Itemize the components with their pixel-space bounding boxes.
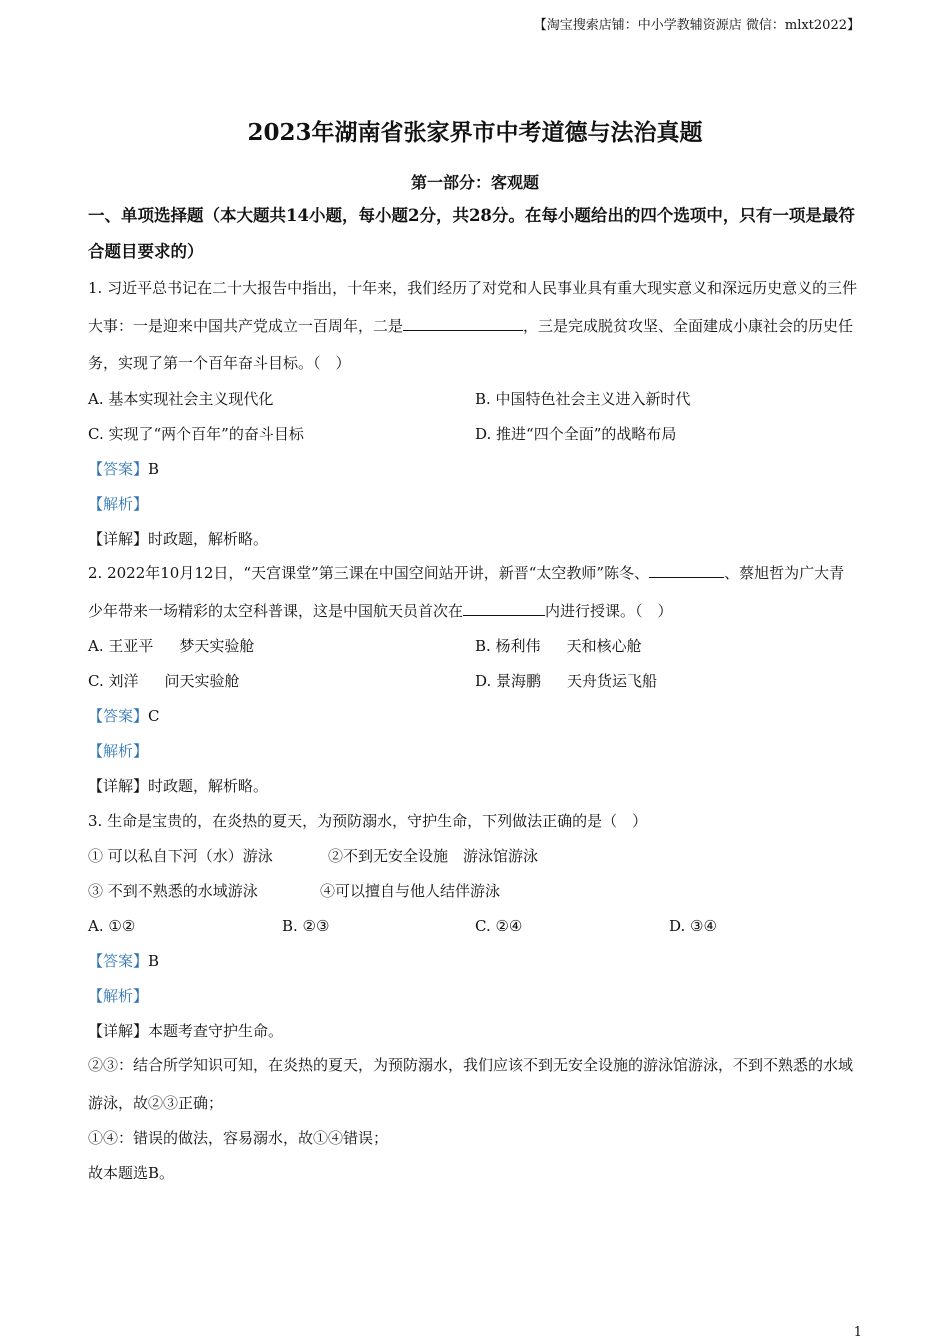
q1-stem: 1. 习近平总书记在二十大报告中指出，十年来，我们经历了对党和人民事业具有重大现实意义和深远历史意义的三件大事：一是迎来中国共产党成立一百周年，二是 ，三是完成脱贫攻坚、全面建成小康社会的历史任务，实现了第一个百年奋斗目标。（ ） [88,279,858,372]
q3-answer: 【答案】B [88,952,160,970]
q3-conclusion: 故本题选B。 [88,1164,175,1182]
q3-option-a: A. ①② [88,917,136,935]
q3-option-b: B. ②③ [282,917,330,935]
q1-answer: 【答案】B [88,460,160,478]
q1-detail: 【详解】时政题，解析略。 [88,530,269,548]
page-header: 【淘宝搜索店铺：中小学教辅资源店 微信：mlxt2022】 [533,18,860,33]
q3-option-c: C. ②④ [475,917,523,935]
q3-statement-4: ④可以擅自与他人结伴游泳 [320,882,501,900]
q3-statement-2: ②不到无安全设施 游泳馆游泳 [328,847,539,865]
q3-option-d: D. ③④ [669,917,717,935]
section-heading: 一、单项选择题（本大题共14小题，每小题2分，共28分。在每小题给出的四个选项中，只有一项是最符合题目要求的） [88,206,855,261]
part-heading: 第一部分：客观题 [410,173,539,192]
q1-option-d: D. 推进“四个全面”的战略布局 [475,425,677,443]
q1-option-b: B. 中国特色社会主义进入新时代 [475,390,691,408]
q2-option-d: D. 景海鹏 天舟货运飞船 [475,672,658,690]
q3-explanation-2: ①④：错误的做法，容易溺水，故①④错误； [88,1129,389,1147]
q2-answer: 【答案】C [88,707,160,725]
q1-analysis-label: 【解析】 [88,495,149,513]
page-number: 1 [853,1325,862,1340]
q3-analysis-label: 【解析】 [88,987,149,1005]
q2-option-a: A. 王亚平 梦天实验舱 [88,637,255,655]
q2-stem: 2. 2022年10月12日，“天宫课堂”第三课在中国空间站开讲，新晋“太空教师”陈冬、 、蔡旭哲为广大青少年带来一场精彩的太空科普课，这是中国航天员首次在 内进行授课。（ ） [88,564,845,620]
q2-option-c: C. 刘洋 问天实验舱 [88,672,240,690]
page-title: 2023年湖南省张家界市中考道德与法治真题 [247,119,703,146]
q3-stem: 3. 生命是宝贵的，在炎热的夏天，为预防溺水，守护生命，下列做法正确的是（ ） [88,812,648,830]
q3-statement-1: ① 可以私自下河（水）游泳 [88,847,273,865]
q1-option-c: C. 实现了“两个百年”的奋斗目标 [88,425,304,443]
q2-detail: 【详解】时政题，解析略。 [88,777,269,795]
q2-option-b: B. 杨利伟 天和核心舱 [475,637,642,655]
q3-statement-3: ③ 不到不熟悉的水域游泳 [88,882,258,900]
q3-explanation-1: ②③：结合所学知识可知，在炎热的夏天，为预防溺水，我们应该不到无安全设施的游泳馆游泳，不到不熟悉的水域游泳，故②③正确； [88,1056,854,1112]
q3-detail: 【详解】本题考查守护生命。 [88,1022,284,1040]
q1-option-a: A. 基本实现社会主义现代化 [88,390,274,408]
q2-analysis-label: 【解析】 [88,742,149,760]
